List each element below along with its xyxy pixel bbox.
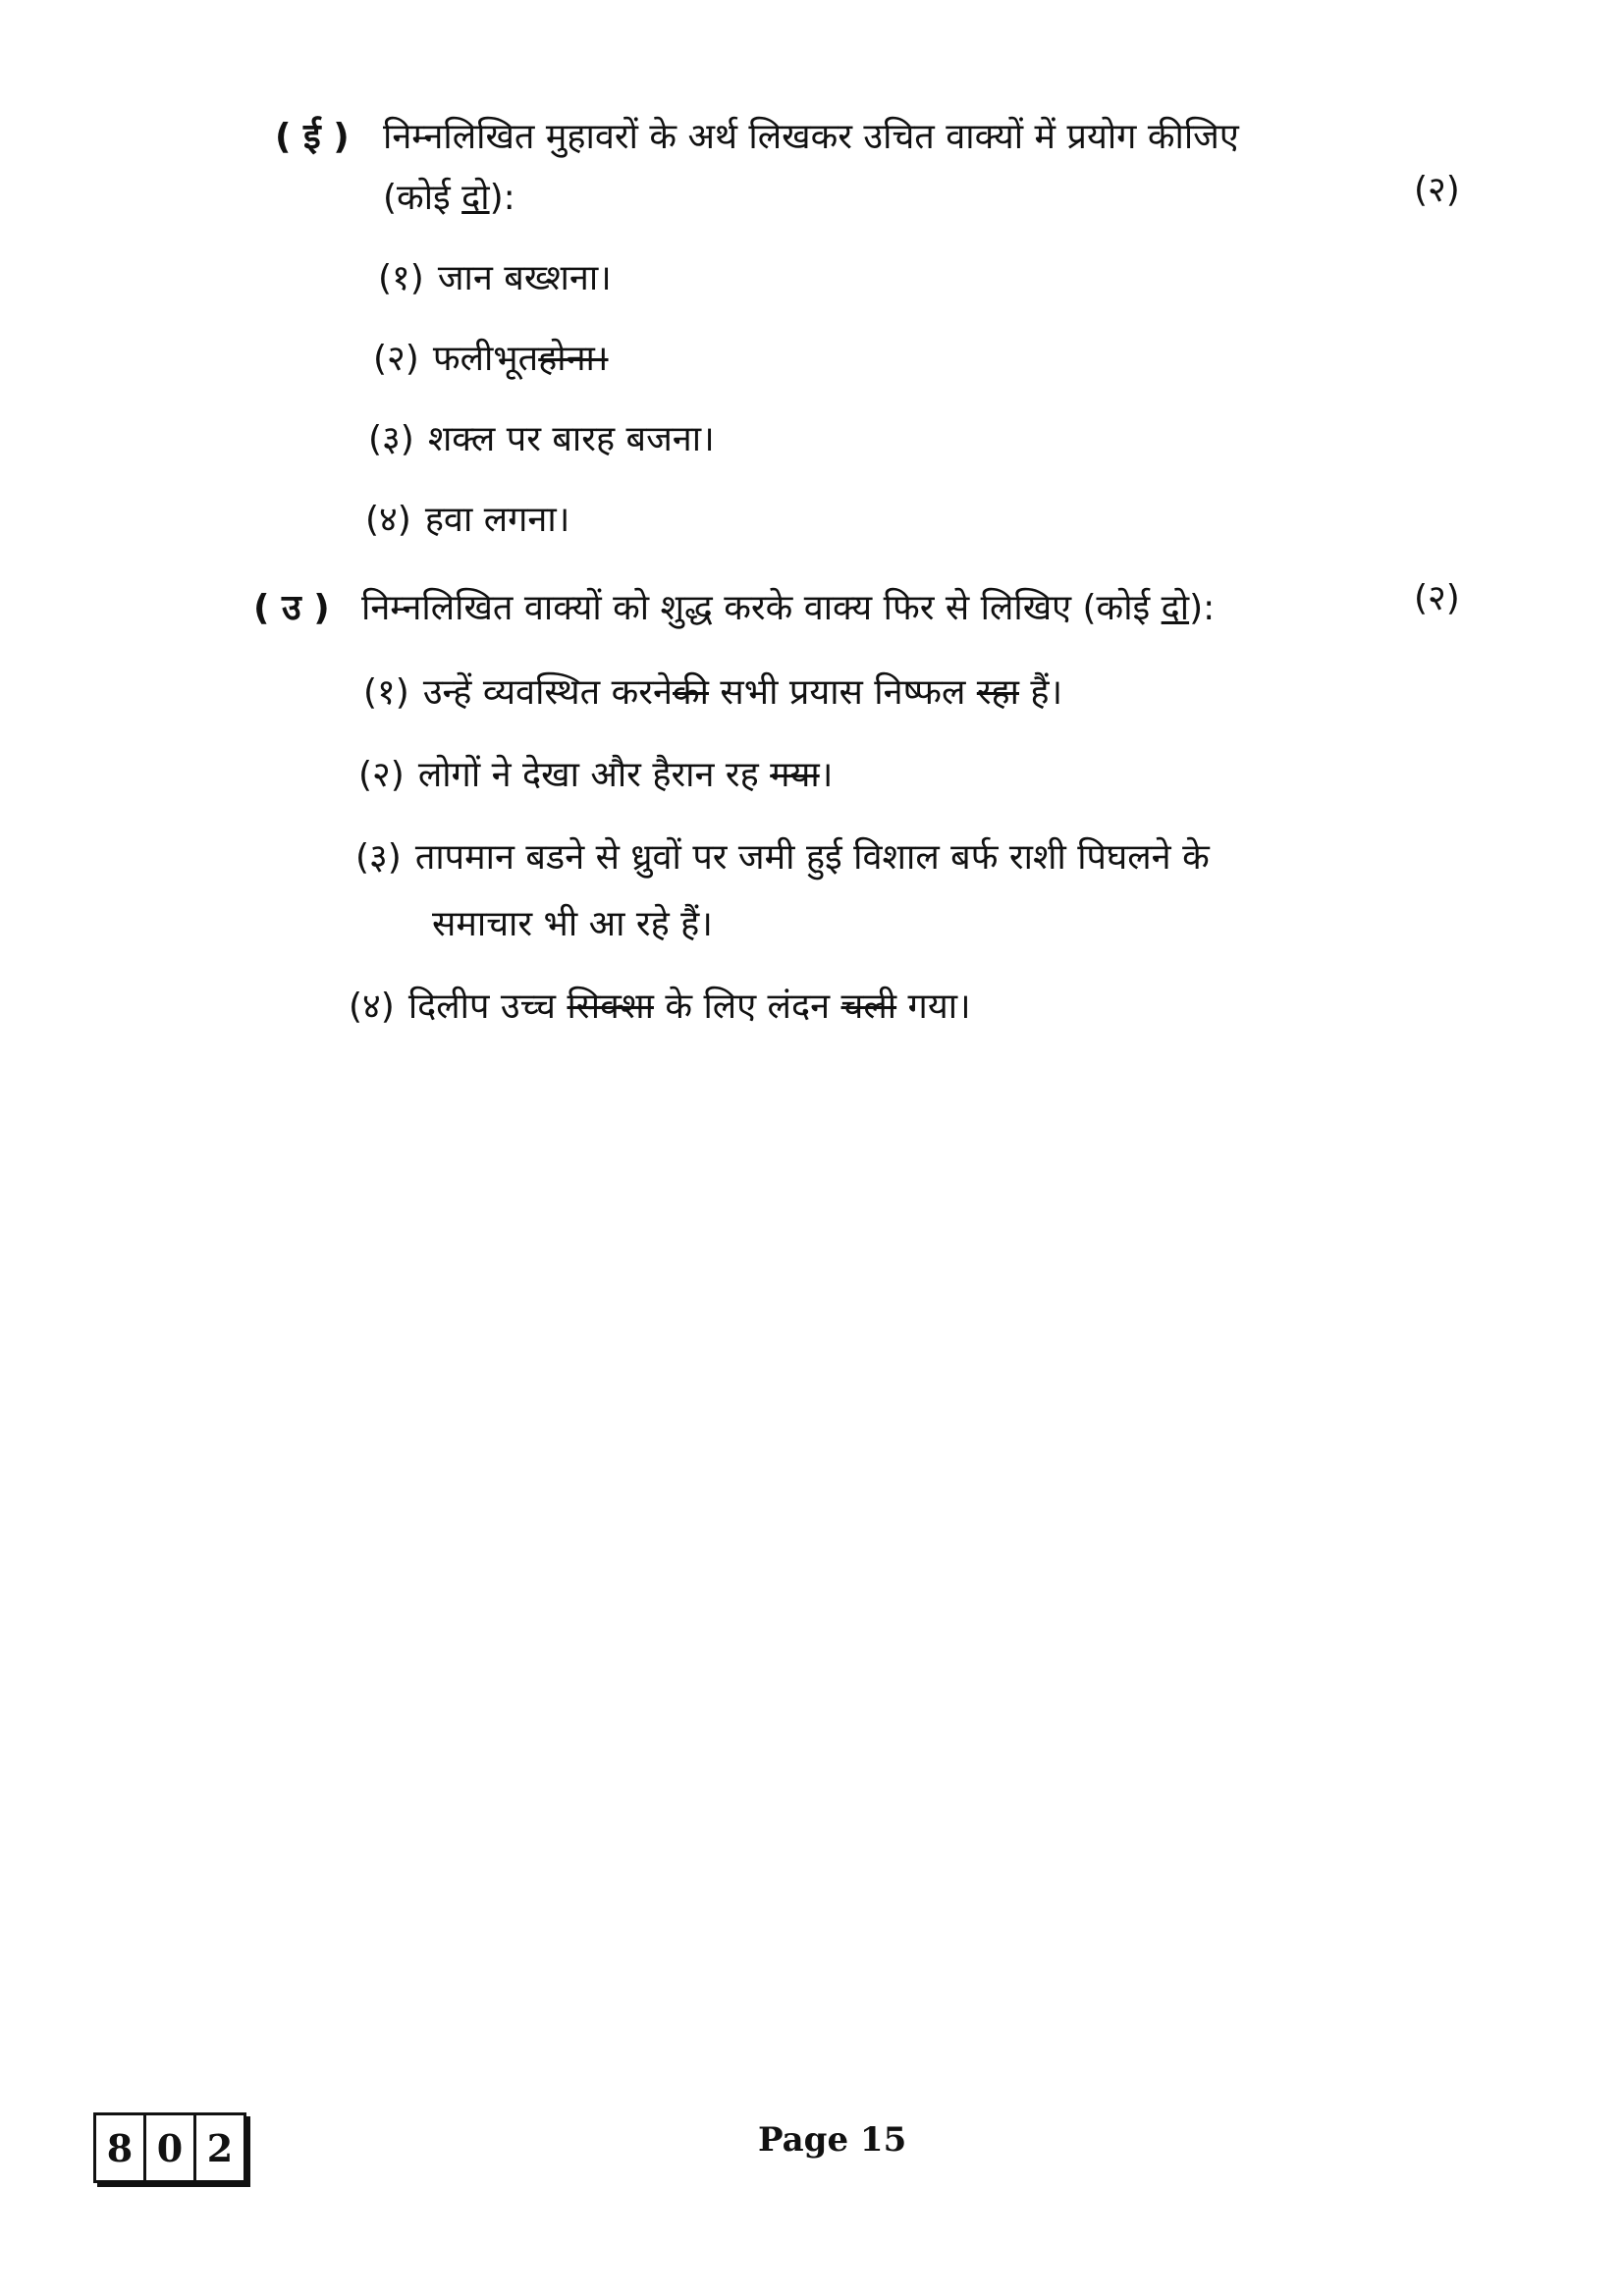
question-e-instruction-2 xyxy=(383,177,515,220)
instruction-pre: निम्नलिखित वाक्यों को शुद्ध करके वाक्य फिर से लिखिए (कोई xyxy=(361,588,1162,628)
instruction-text: निम्नलिखित मुहावरों के अर्थ लिखकर उचित वाक्यों में प्रयोग कीजिए xyxy=(383,117,1239,157)
instruction-underlined: दो xyxy=(1161,588,1190,628)
item-text: । xyxy=(819,755,834,795)
item-number: (१) xyxy=(363,672,409,713)
instruction-underlined: दो xyxy=(461,178,490,218)
item-struck-text: की xyxy=(673,672,709,713)
label-text: ( ई ) xyxy=(275,117,350,157)
item-struck-text: चली xyxy=(840,987,897,1027)
idiom-item-2 xyxy=(373,338,609,381)
paper-code-digit: 8 xyxy=(96,2115,146,2180)
item-number: (३) xyxy=(368,419,414,459)
question-e-instruction xyxy=(383,116,1239,159)
paper-code-box xyxy=(93,2112,246,2183)
label-text: ( उ ) xyxy=(253,588,330,628)
item-number: (२) xyxy=(373,339,419,379)
item-text: उन्हें व्यवस्थित करने xyxy=(422,672,673,713)
sentence-item-1 xyxy=(363,671,1062,715)
idiom-item-3 xyxy=(368,418,715,461)
item-number: (२) xyxy=(358,755,405,795)
paper-code-digit: 2 xyxy=(206,2125,234,2170)
item-text: हैं। xyxy=(1018,672,1063,713)
item-number: (४) xyxy=(365,500,411,540)
item-text: लोगों ने देखा और हैरान रह xyxy=(417,755,771,795)
idiom-item-1 xyxy=(378,257,612,300)
item-struck-text: रहा xyxy=(976,672,1019,713)
sentence-item-4 xyxy=(349,986,971,1029)
item-text: के लिए लंदन xyxy=(653,987,841,1027)
question-u-instruction xyxy=(361,587,1215,630)
idiom-item-4 xyxy=(365,499,569,542)
paper-code-digit: 0 xyxy=(146,2115,196,2180)
instruction-pre: (कोई xyxy=(383,178,462,218)
instruction-post: ): xyxy=(489,178,515,218)
question-u-marks: (२) xyxy=(1414,578,1460,618)
item-text: हवा लगना। xyxy=(424,500,570,540)
item-text: जान बख्शना। xyxy=(437,258,612,298)
sentence-item-2 xyxy=(358,754,833,797)
item-text: शक्ल पर बारह बजना। xyxy=(427,419,715,459)
item-text: फलीभूत xyxy=(432,339,539,379)
question-e-marks: (२) xyxy=(1414,170,1460,210)
page-number: Page 15 xyxy=(758,2120,907,2160)
question-e-label xyxy=(275,116,350,159)
item-text: दिलीप उच्च xyxy=(407,987,568,1027)
item-struck-text: होना। xyxy=(538,339,609,379)
item-text: सभी प्रयास निष्फल xyxy=(708,672,977,713)
instruction-post: ): xyxy=(1189,588,1216,628)
item-number: (४) xyxy=(349,987,395,1027)
item-struck-text: सिक्शा xyxy=(567,987,654,1027)
item-text: समाचार भी आ रहे हैं। xyxy=(432,904,713,944)
sentence-item-3-continued xyxy=(432,903,713,946)
item-text: गया। xyxy=(896,987,971,1027)
sentence-item-3 xyxy=(355,836,1210,880)
item-number: (३) xyxy=(355,837,402,878)
question-u-label xyxy=(253,587,330,630)
item-struck-text: गया xyxy=(770,755,820,795)
item-number: (१) xyxy=(378,258,424,298)
item-text: तापमान बडने से ध्रुवों पर जमी हुई विशाल बर्फ राशी पिघलने के xyxy=(414,837,1210,878)
